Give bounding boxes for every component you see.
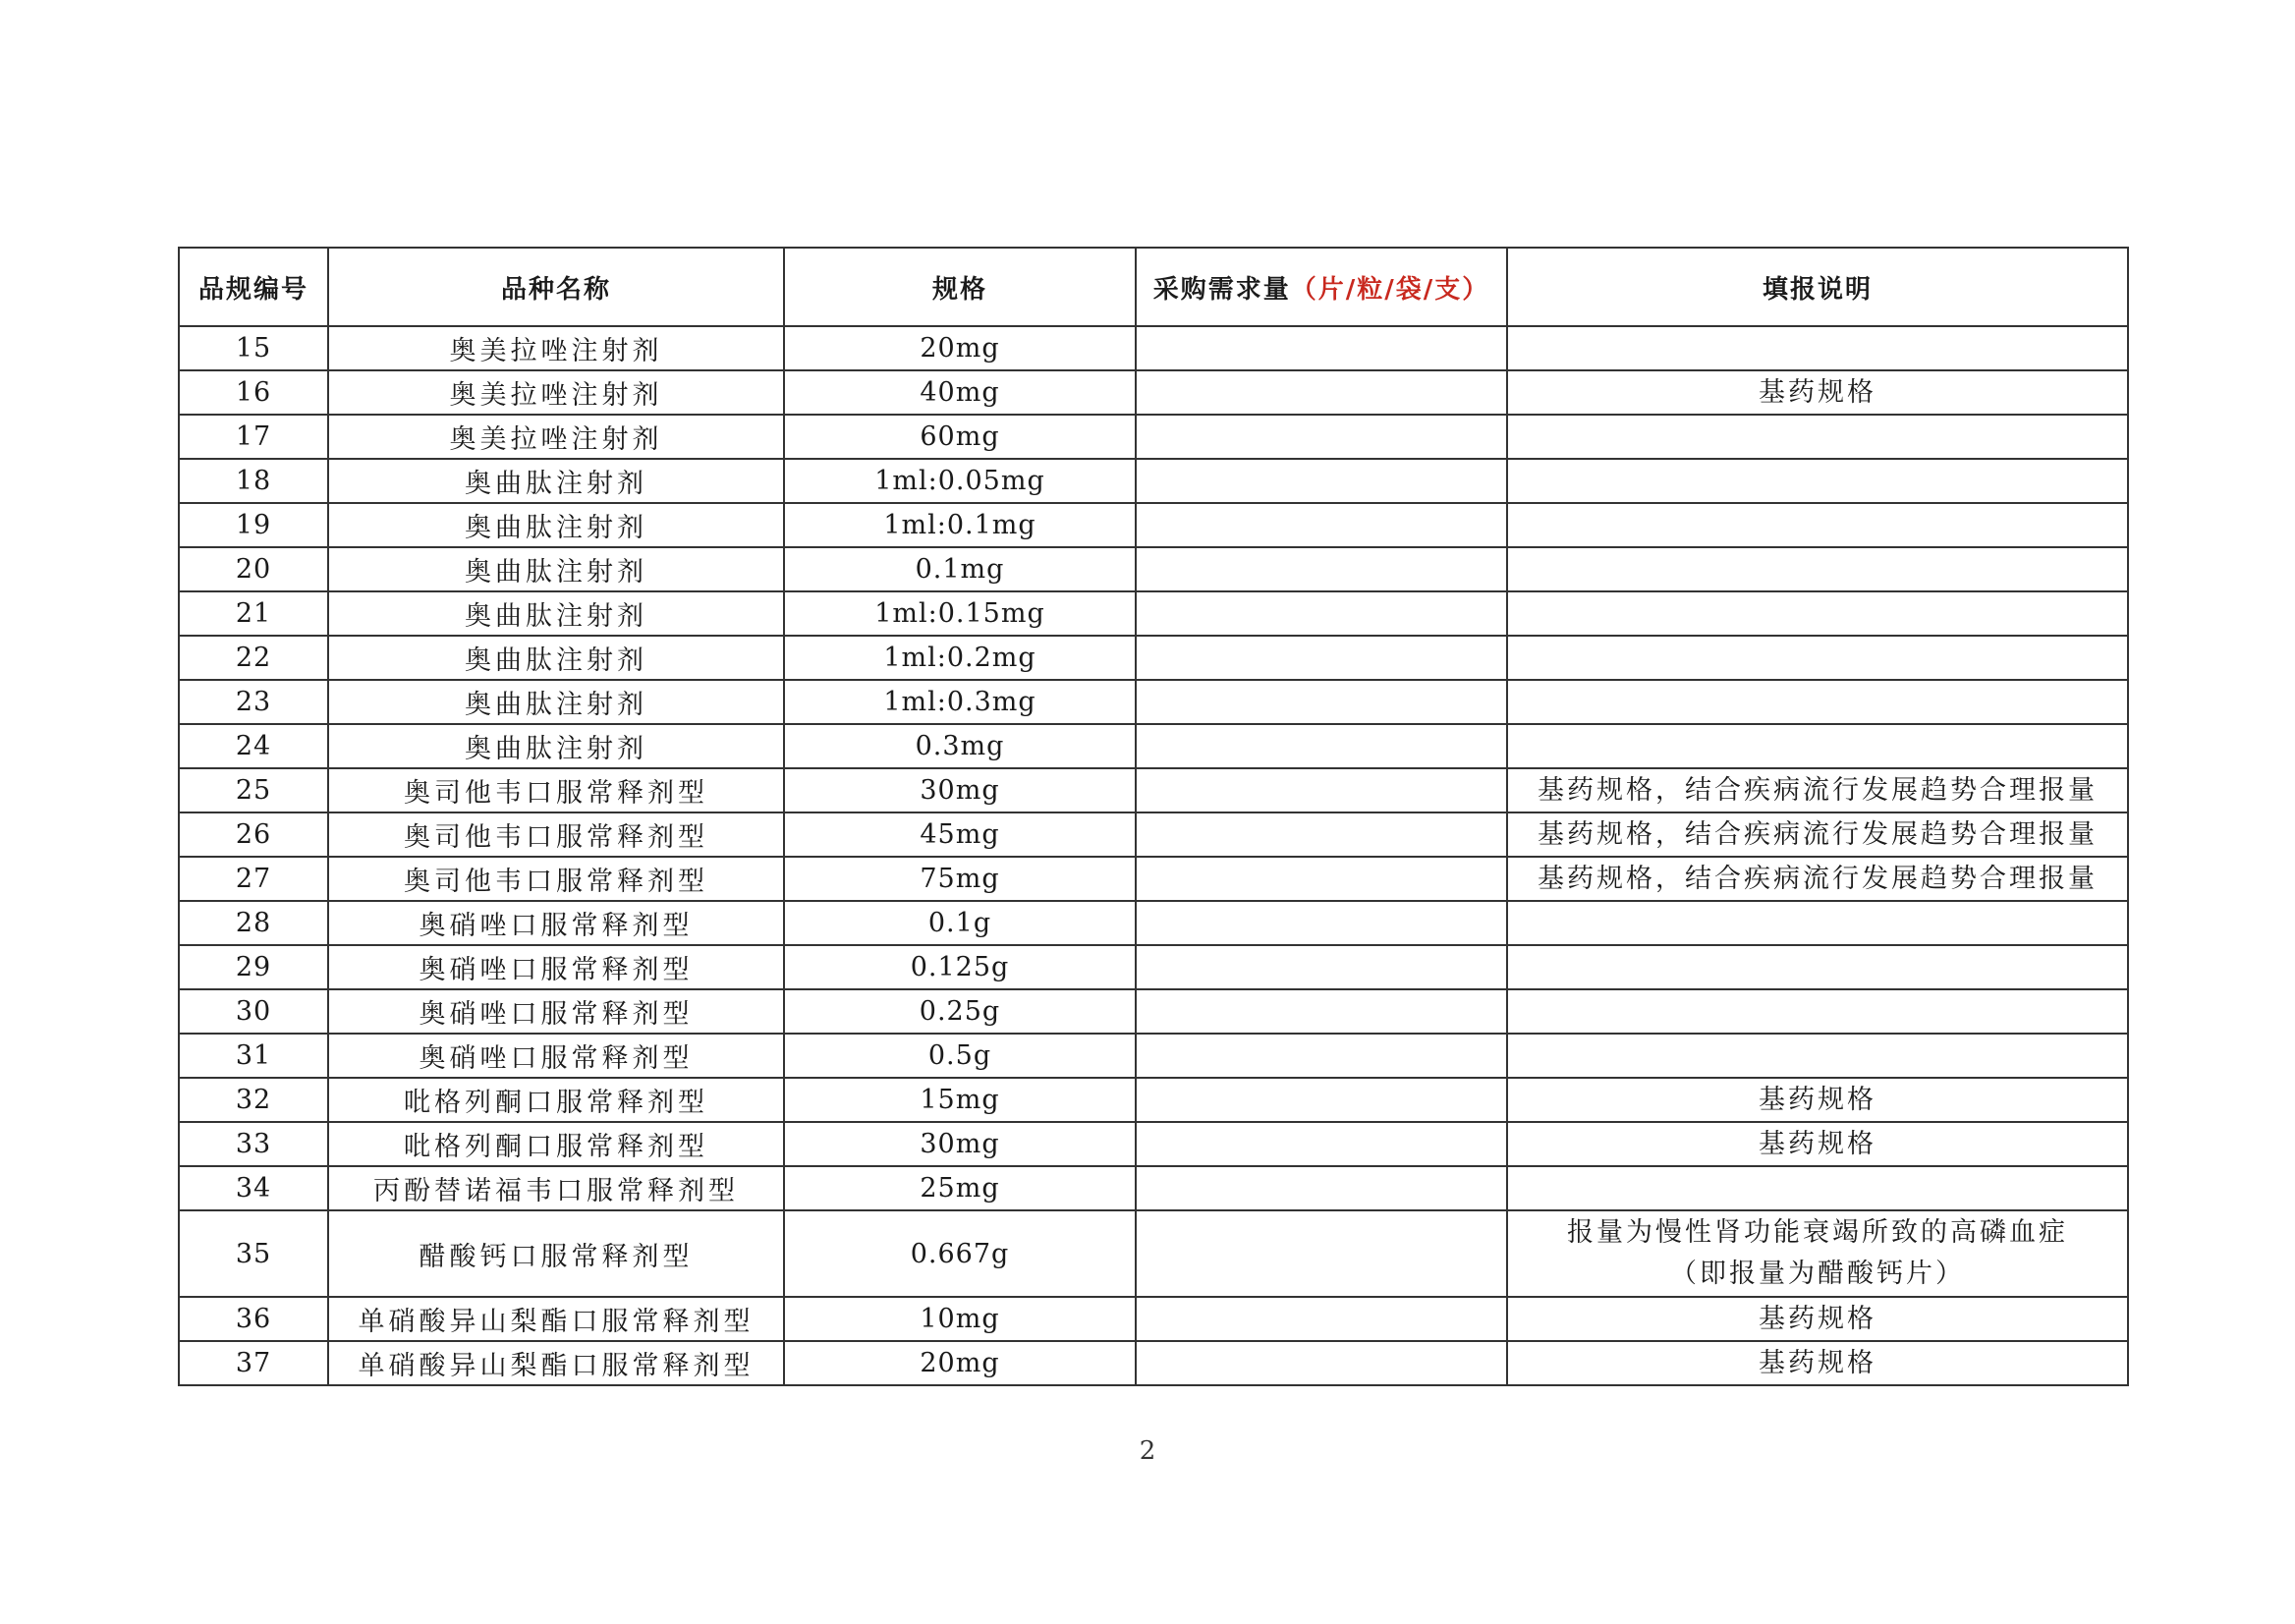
drug-procurement-table	[178, 247, 2129, 1386]
cell-name: 奥硝唑口服常释剂型	[328, 945, 784, 989]
table-body	[179, 326, 2128, 1385]
cell-name: 吡格列酮口服常释剂型	[328, 1122, 784, 1166]
table-row	[179, 1034, 2128, 1078]
cell-spec: 25mg	[784, 1166, 1136, 1210]
cell-code: 36	[179, 1297, 328, 1341]
cell-spec: 45mg	[784, 812, 1136, 857]
cell-name: 奥曲肽注射剂	[328, 724, 784, 768]
cell-quantity[interactable]	[1136, 1078, 1507, 1122]
cell-code: 29	[179, 945, 328, 989]
cell-spec: 15mg	[784, 1078, 1136, 1122]
cell-quantity[interactable]	[1136, 989, 1507, 1034]
cell-code: 22	[179, 636, 328, 680]
cell-code: 16	[179, 370, 328, 415]
cell-code: 37	[179, 1341, 328, 1385]
cell-note	[1507, 503, 2128, 547]
cell-spec: 0.1g	[784, 901, 1136, 945]
cell-code: 34	[179, 1166, 328, 1210]
cell-name: 奥司他韦口服常释剂型	[328, 857, 784, 901]
cell-spec: 0.3mg	[784, 724, 1136, 768]
cell-note: 基药规格	[1507, 1078, 2128, 1122]
cell-code: 30	[179, 989, 328, 1034]
cell-note: 基药规格	[1507, 1341, 2128, 1385]
cell-quantity[interactable]	[1136, 1122, 1507, 1166]
table-row	[179, 636, 2128, 680]
table-row	[179, 459, 2128, 503]
table-row	[179, 901, 2128, 945]
cell-note	[1507, 1166, 2128, 1210]
table-row	[179, 945, 2128, 989]
cell-name: 醋酸钙口服常释剂型	[328, 1210, 784, 1297]
cell-code: 20	[179, 547, 328, 591]
cell-note	[1507, 591, 2128, 636]
cell-quantity[interactable]	[1136, 459, 1507, 503]
cell-spec: 30mg	[784, 1122, 1136, 1166]
cell-note	[1507, 326, 2128, 370]
table-row	[179, 547, 2128, 591]
cell-note: 基药规格，结合疾病流行发展趋势合理报量	[1507, 768, 2128, 812]
cell-note-line: 报量为慢性肾功能衰竭所致的高磷血症	[1567, 1217, 2068, 1248]
cell-code: 25	[179, 768, 328, 812]
cell-code: 18	[179, 459, 328, 503]
table-row	[179, 370, 2128, 415]
cell-spec: 10mg	[784, 1297, 1136, 1341]
cell-name: 奥美拉唑注射剂	[328, 370, 784, 415]
cell-quantity[interactable]	[1136, 1210, 1507, 1297]
cell-code: 19	[179, 503, 328, 547]
cell-name: 奥美拉唑注射剂	[328, 326, 784, 370]
cell-spec: 0.125g	[784, 945, 1136, 989]
cell-note: 基药规格	[1507, 1122, 2128, 1166]
cell-code: 17	[179, 415, 328, 459]
table-row	[179, 857, 2128, 901]
table-row	[179, 1166, 2128, 1210]
cell-quantity[interactable]	[1136, 945, 1507, 989]
cell-spec: 0.5g	[784, 1034, 1136, 1078]
cell-spec: 75mg	[784, 857, 1136, 901]
cell-name: 奥硝唑口服常释剂型	[328, 901, 784, 945]
table-row	[179, 768, 2128, 812]
header-row	[179, 248, 2128, 326]
cell-quantity[interactable]	[1136, 326, 1507, 370]
cell-quantity[interactable]	[1136, 812, 1507, 857]
cell-quantity[interactable]	[1136, 415, 1507, 459]
cell-code: 23	[179, 680, 328, 724]
cell-code: 31	[179, 1034, 328, 1078]
cell-quantity[interactable]	[1136, 724, 1507, 768]
cell-spec: 1ml:0.15mg	[784, 591, 1136, 636]
cell-spec: 0.667g	[784, 1210, 1136, 1297]
cell-name: 奥司他韦口服常释剂型	[328, 768, 784, 812]
cell-name: 吡格列酮口服常释剂型	[328, 1078, 784, 1122]
cell-code: 33	[179, 1122, 328, 1166]
table-row	[179, 1210, 2128, 1297]
table-row	[179, 503, 2128, 547]
cell-name: 奥硝唑口服常释剂型	[328, 1034, 784, 1078]
cell-spec: 60mg	[784, 415, 1136, 459]
cell-note	[1507, 945, 2128, 989]
cell-spec: 1ml:0.1mg	[784, 503, 1136, 547]
cell-note	[1507, 636, 2128, 680]
cell-quantity[interactable]	[1136, 1034, 1507, 1078]
cell-spec: 40mg	[784, 370, 1136, 415]
cell-note	[1507, 724, 2128, 768]
header-quantity	[1136, 248, 1507, 326]
cell-code: 26	[179, 812, 328, 857]
cell-code: 15	[179, 326, 328, 370]
table-row	[179, 1078, 2128, 1122]
cell-note	[1507, 680, 2128, 724]
table-row	[179, 1122, 2128, 1166]
cell-code: 21	[179, 591, 328, 636]
cell-code: 28	[179, 901, 328, 945]
cell-note	[1507, 1034, 2128, 1078]
cell-quantity[interactable]	[1136, 1341, 1507, 1385]
cell-code: 32	[179, 1078, 328, 1122]
cell-name: 奥曲肽注射剂	[328, 547, 784, 591]
header-note: 填报说明	[1507, 248, 2128, 326]
cell-spec: 20mg	[784, 1341, 1136, 1385]
table-row	[179, 415, 2128, 459]
cell-quantity[interactable]	[1136, 547, 1507, 591]
cell-code: 27	[179, 857, 328, 901]
cell-note-line: （即报量为醋酸钙片）	[1670, 1259, 1965, 1289]
cell-note	[1507, 415, 2128, 459]
cell-name: 奥司他韦口服常释剂型	[328, 812, 784, 857]
cell-quantity[interactable]	[1136, 1166, 1507, 1210]
cell-quantity[interactable]	[1136, 680, 1507, 724]
cell-note: 基药规格，结合疾病流行发展趋势合理报量	[1507, 857, 2128, 901]
cell-spec: 0.1mg	[784, 547, 1136, 591]
cell-name: 奥曲肽注射剂	[328, 503, 784, 547]
cell-note: 基药规格	[1507, 1297, 2128, 1341]
cell-spec: 1ml:0.2mg	[784, 636, 1136, 680]
cell-quantity[interactable]	[1136, 1297, 1507, 1341]
cell-quantity[interactable]	[1136, 503, 1507, 547]
cell-note	[1507, 901, 2128, 945]
table-row	[179, 591, 2128, 636]
table-row	[179, 1341, 2128, 1385]
cell-note	[1507, 989, 2128, 1034]
cell-note: 基药规格	[1507, 370, 2128, 415]
header-spec: 规格	[784, 248, 1136, 326]
cell-name: 单硝酸异山梨酯口服常释剂型	[328, 1297, 784, 1341]
cell-spec: 1ml:0.3mg	[784, 680, 1136, 724]
table-row	[179, 812, 2128, 857]
cell-spec: 30mg	[784, 768, 1136, 812]
cell-name: 丙酚替诺福韦口服常释剂型	[328, 1166, 784, 1210]
cell-code: 24	[179, 724, 328, 768]
cell-name: 奥曲肽注射剂	[328, 680, 784, 724]
cell-quantity[interactable]	[1136, 901, 1507, 945]
page-number: 2	[1139, 1436, 1156, 1466]
cell-name: 奥硝唑口服常释剂型	[328, 989, 784, 1034]
cell-name: 奥曲肽注射剂	[328, 459, 784, 503]
cell-name: 奥曲肽注射剂	[328, 636, 784, 680]
cell-code: 35	[179, 1210, 328, 1297]
cell-spec: 0.25g	[784, 989, 1136, 1034]
cell-note	[1507, 459, 2128, 503]
cell-note: 基药规格，结合疾病流行发展趋势合理报量	[1507, 812, 2128, 857]
cell-note	[1507, 547, 2128, 591]
header-quantity-unit: （片/粒/袋/支）	[1290, 274, 1490, 305]
cell-name: 单硝酸异山梨酯口服常释剂型	[328, 1341, 784, 1385]
cell-name: 奥美拉唑注射剂	[328, 415, 784, 459]
table-row	[179, 1297, 2128, 1341]
table-row	[179, 989, 2128, 1034]
cell-quantity[interactable]	[1136, 591, 1507, 636]
cell-name: 奥曲肽注射剂	[328, 591, 784, 636]
cell-quantity[interactable]	[1136, 857, 1507, 901]
cell-spec: 1ml:0.05mg	[784, 459, 1136, 503]
table-row	[179, 724, 2128, 768]
cell-quantity[interactable]	[1136, 370, 1507, 415]
cell-quantity[interactable]	[1136, 768, 1507, 812]
cell-note	[1507, 1210, 2128, 1297]
cell-quantity[interactable]	[1136, 636, 1507, 680]
header-quantity-label: 采购需求量	[1152, 274, 1291, 305]
table-row	[179, 680, 2128, 724]
header-name: 品种名称	[328, 248, 784, 326]
table-row	[179, 326, 2128, 370]
cell-spec: 20mg	[784, 326, 1136, 370]
header-code: 品规编号	[179, 248, 328, 326]
